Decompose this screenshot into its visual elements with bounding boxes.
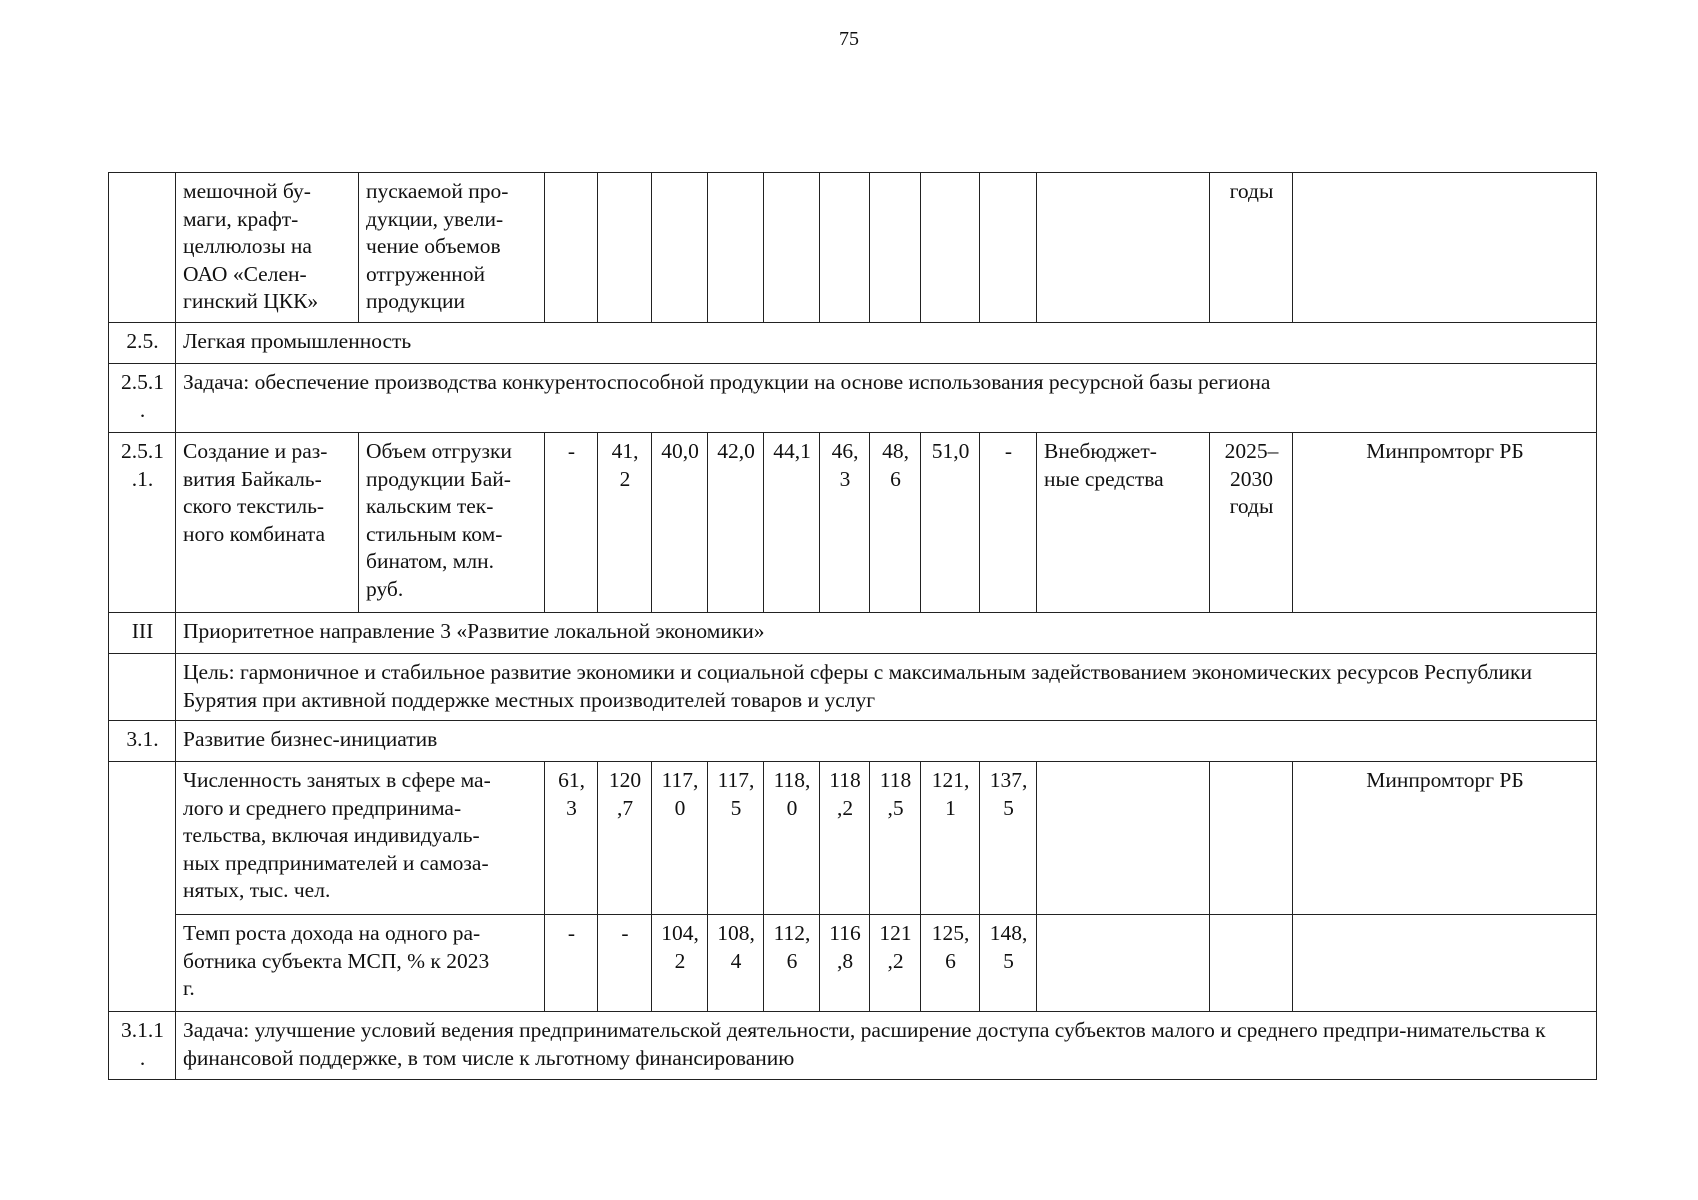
value-cell: 137, 5	[980, 762, 1037, 915]
program-table	[108, 172, 1597, 1080]
page-number: 75	[839, 28, 859, 50]
section-row	[109, 323, 1597, 364]
indicator-cell: Численность занятых в сфере ма- лого и среднего предпринима- тельства, включая индивидуаль- ных предпринимателей и самоза- нятых, тыс. чел.	[176, 762, 545, 915]
value-cell: -	[598, 915, 652, 1012]
value-cell: 118 ,2	[820, 762, 870, 915]
task-text: Задача: обеспечение производства конкурентоспособной продукции на основе использования ресурсной базы региона	[176, 364, 1597, 433]
value-cell	[764, 173, 820, 323]
value-cell: 125, 6	[921, 915, 980, 1012]
indicator-cell: Темп роста дохода на одного ра- ботника субъекта МСП, % к 2023 г.	[176, 915, 545, 1012]
value-cell: 112, 6	[764, 915, 820, 1012]
value-cell: 104, 2	[652, 915, 708, 1012]
section-row	[109, 613, 1597, 654]
value-cell: -	[545, 915, 598, 1012]
value-cell: 120 ,7	[598, 762, 652, 915]
funding-source-cell: Внебюджет- ные средства	[1037, 433, 1210, 613]
funding-source-cell	[1037, 915, 1210, 1012]
executor-cell	[1293, 915, 1597, 1012]
value-cell: 61, 3	[545, 762, 598, 915]
section-row	[109, 721, 1597, 762]
value-cell	[921, 173, 980, 323]
value-cell: 42,0	[708, 433, 764, 613]
measure-cell: Создание и раз- вития Байкаль- ского текстиль- ного комбината	[176, 433, 359, 613]
section-number: III	[109, 613, 176, 654]
table-row	[109, 173, 1597, 323]
indicator-cell: Объем отгрузки продукции Бай- кальским тек- стильным ком- бинатом, млн. руб.	[359, 433, 545, 613]
executor-cell: Минпромторг РБ	[1293, 762, 1597, 915]
value-cell: 46, 3	[820, 433, 870, 613]
task-number: 2.5.1 .	[109, 364, 176, 433]
executor-cell: Минпромторг РБ	[1293, 433, 1597, 613]
value-cell: 40,0	[652, 433, 708, 613]
value-cell: 108, 4	[708, 915, 764, 1012]
value-cell: 44,1	[764, 433, 820, 613]
funding-source-cell	[1037, 173, 1210, 323]
value-cell: -	[545, 433, 598, 613]
value-cell: 116 ,8	[820, 915, 870, 1012]
value-cell: 51,0	[921, 433, 980, 613]
row-number-cell: 2.5.1 .1.	[109, 433, 176, 613]
section-title: Приоритетное направление 3 «Развитие локальной экономики»	[176, 613, 1597, 654]
value-cell	[652, 173, 708, 323]
goal-row	[109, 654, 1597, 721]
value-cell: 48, 6	[870, 433, 921, 613]
section-title: Развитие бизнес-инициатив	[176, 721, 1597, 762]
funding-source-cell	[1037, 762, 1210, 915]
measure-cell: мешочной бу- маги, крафт- целлюлозы на ОАО «Селен- гинский ЦКК»	[176, 173, 359, 323]
value-cell	[708, 173, 764, 323]
period-cell	[1210, 762, 1293, 915]
row-number-cell	[109, 762, 176, 1012]
period-cell	[1210, 915, 1293, 1012]
executor-cell	[1293, 173, 1597, 323]
value-cell	[820, 173, 870, 323]
task-text: Задача: улучшение условий ведения предпринимательской деятельности, расширение доступа субъектов малого и среднего предпри-нимательства к финансовой поддержке, в том числе к льготному финансированию	[176, 1012, 1597, 1080]
table-row	[109, 433, 1597, 613]
indicator-cell: пускаемой про- дукции, увели- чение объемов отгруженной продукции	[359, 173, 545, 323]
value-cell: 117, 0	[652, 762, 708, 915]
task-row	[109, 1012, 1597, 1080]
table-row	[109, 915, 1597, 1012]
task-number: 3.1.1 .	[109, 1012, 176, 1080]
value-cell: 117, 5	[708, 762, 764, 915]
goal-text: Цель: гармоничное и стабильное развитие экономики и социальной сферы с максимальным задействованием экономических ресурсов Республики Бурятия при активной поддержке местных производителей товаров и услуг	[176, 654, 1597, 721]
section-number: 3.1.	[109, 721, 176, 762]
task-row	[109, 364, 1597, 433]
table-row	[109, 762, 1597, 915]
period-cell: 2025– 2030 годы	[1210, 433, 1293, 613]
value-cell: 118, 0	[764, 762, 820, 915]
row-number-cell	[109, 173, 176, 323]
value-cell: 118 ,5	[870, 762, 921, 915]
period-cell: годы	[1210, 173, 1293, 323]
row-number-cell	[109, 654, 176, 721]
value-cell	[980, 173, 1037, 323]
section-number: 2.5.	[109, 323, 176, 364]
value-cell: 41, 2	[598, 433, 652, 613]
value-cell: 121 ,2	[870, 915, 921, 1012]
value-cell: 148, 5	[980, 915, 1037, 1012]
value-cell	[545, 173, 598, 323]
value-cell	[598, 173, 652, 323]
value-cell: -	[980, 433, 1037, 613]
value-cell: 121, 1	[921, 762, 980, 915]
value-cell	[870, 173, 921, 323]
section-title: Легкая промышленность	[176, 323, 1597, 364]
